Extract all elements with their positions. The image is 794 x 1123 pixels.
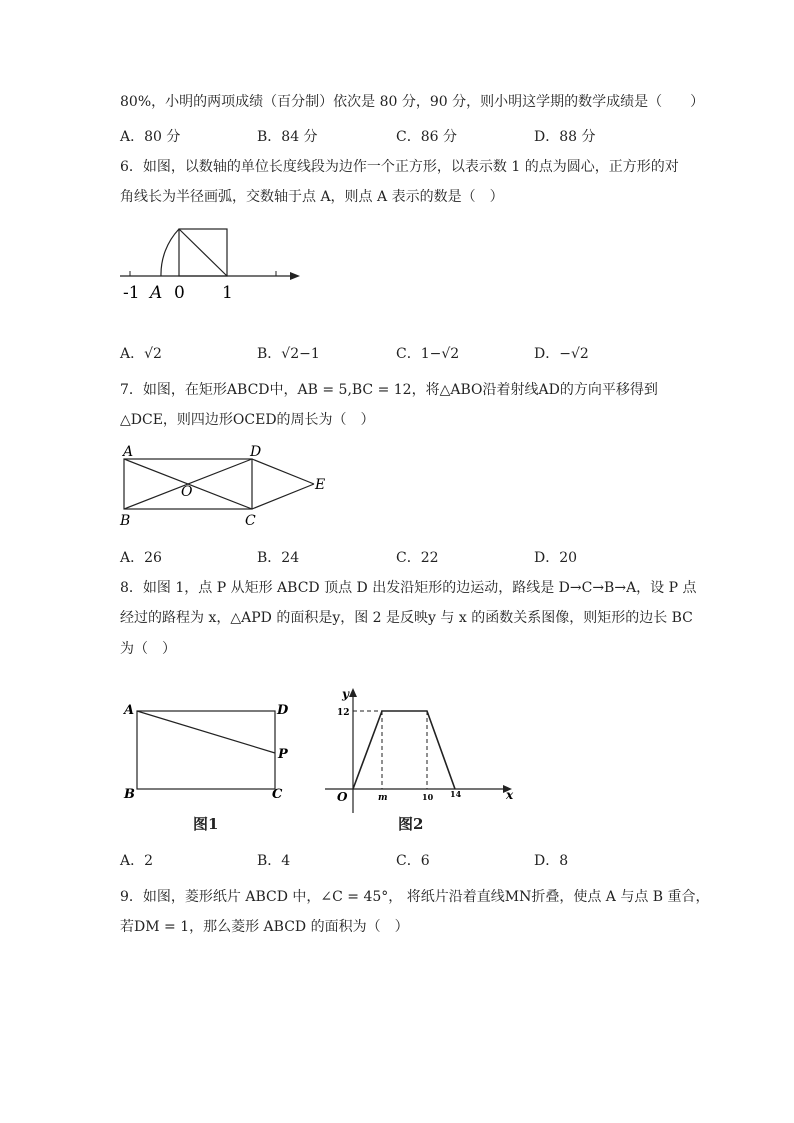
label-minus-one: -1 — [123, 283, 140, 303]
y-axis-arrow-icon — [349, 688, 357, 697]
segment-ce — [252, 484, 314, 509]
label-d: D — [277, 703, 289, 718]
function-graph-line — [353, 711, 455, 789]
label-b: B — [120, 513, 131, 529]
segment-ap — [137, 711, 275, 753]
label-point-a: A — [150, 283, 163, 303]
q6-option-a[interactable]: A．√2 — [120, 346, 162, 362]
q5-option-c[interactable]: C．86 分 — [396, 129, 457, 145]
q5-text: 80%，小明的两项成绩（百分制）依次是 80 分，90 分，则小明这学期的数学成绩是（ ） — [120, 94, 705, 110]
q7-text-line1: 7．如图，在矩形ABCD中，AB = 5,BC = 12，将△ABO沿着射线AD的方向平移得到 — [120, 382, 658, 398]
label-x: x — [506, 788, 514, 802]
q8-text-line1: 8．如图 1，点 P 从矩形 ABCD 顶点 D 出发沿矩形的边运动，路线是 D→C→B→A，设 P 点 — [120, 580, 697, 596]
q8-option-d[interactable]: D．8 — [534, 853, 569, 869]
q6-option-b[interactable]: B．√2−1 — [257, 346, 320, 362]
q6-text-line2: 角线长为半径画弧，交数轴于点 A，则点 A 表示的数是（ ） — [120, 189, 504, 205]
figure1-caption: 图1 — [193, 815, 219, 833]
q9-text-line2: 若DM = 1，那么菱形 ABCD 的面积为（ ） — [120, 919, 409, 935]
label-m: m — [378, 793, 388, 803]
q7-option-d[interactable]: D．20 — [534, 550, 578, 566]
q8-figure2-graph — [320, 685, 520, 815]
label-origin: O — [337, 790, 348, 804]
q6-text-line1: 6．如图，以数轴的单位长度线段为边作一个正方形，以表示数 1 的点为圆心，正方形的对 — [120, 159, 679, 175]
q6-options — [120, 343, 720, 361]
label-c: C — [245, 513, 256, 529]
q6-option-c[interactable]: C．1−√2 — [396, 346, 460, 362]
rectangle-abcd — [137, 711, 275, 789]
q8-option-a[interactable]: A．2 — [120, 853, 154, 869]
q7-option-a[interactable]: A．26 — [120, 550, 162, 566]
label-p: P — [278, 747, 288, 762]
q7-text-line2: △DCE，则四边形OCED的周长为（ ） — [120, 412, 375, 428]
label-e: E — [315, 477, 326, 493]
q8-text-line3: 为（ ） — [120, 641, 176, 657]
q7-options — [120, 547, 720, 565]
q7-rectangle-figure — [115, 440, 340, 532]
q8-option-b[interactable]: B．4 — [257, 853, 291, 869]
label-14: 14 — [450, 789, 462, 799]
q7-option-b[interactable]: B．24 — [257, 550, 300, 566]
q5-option-d[interactable]: D．88 分 — [534, 129, 596, 145]
figure2-caption: 图2 — [398, 815, 424, 833]
label-y: y — [342, 687, 349, 701]
label-o: O — [181, 484, 193, 500]
label-12: 12 — [337, 708, 350, 718]
q8-option-c[interactable]: C．6 — [396, 853, 430, 869]
label-c: C — [272, 787, 283, 802]
label-d: D — [250, 444, 262, 460]
label-b: B — [124, 787, 135, 802]
q8-figure1-rectangle — [118, 695, 298, 805]
q5-options — [120, 126, 720, 144]
label-a: A — [124, 703, 135, 718]
segment-de — [252, 459, 314, 484]
label-10: 10 — [422, 792, 434, 802]
q8-text-line2: 经过的路程为 x，△APD 的面积是y，图 2 是反映y 与 x 的函数关系图像，则矩形的边长 BC — [120, 610, 693, 626]
square-diagonal — [179, 229, 227, 276]
q5-option-b[interactable]: B．84 分 — [257, 129, 318, 145]
radius-arc — [161, 229, 179, 276]
q8-options — [120, 850, 720, 868]
axis-arrow-icon — [290, 272, 300, 280]
q9-text-line1: 9．如图，菱形纸片 ABCD 中，∠C = 45°， 将纸片沿着直线MN折叠，使点 A 与点 B 重合， — [120, 889, 710, 905]
q6-number-line-figure — [110, 218, 310, 308]
q7-option-c[interactable]: C．22 — [396, 550, 439, 566]
label-one: 1 — [222, 283, 233, 303]
label-a: A — [123, 444, 134, 460]
label-zero: 0 — [174, 283, 185, 303]
q6-option-d[interactable]: D．−√2 — [534, 346, 589, 362]
q5-option-a[interactable]: A．80 分 — [120, 129, 181, 145]
